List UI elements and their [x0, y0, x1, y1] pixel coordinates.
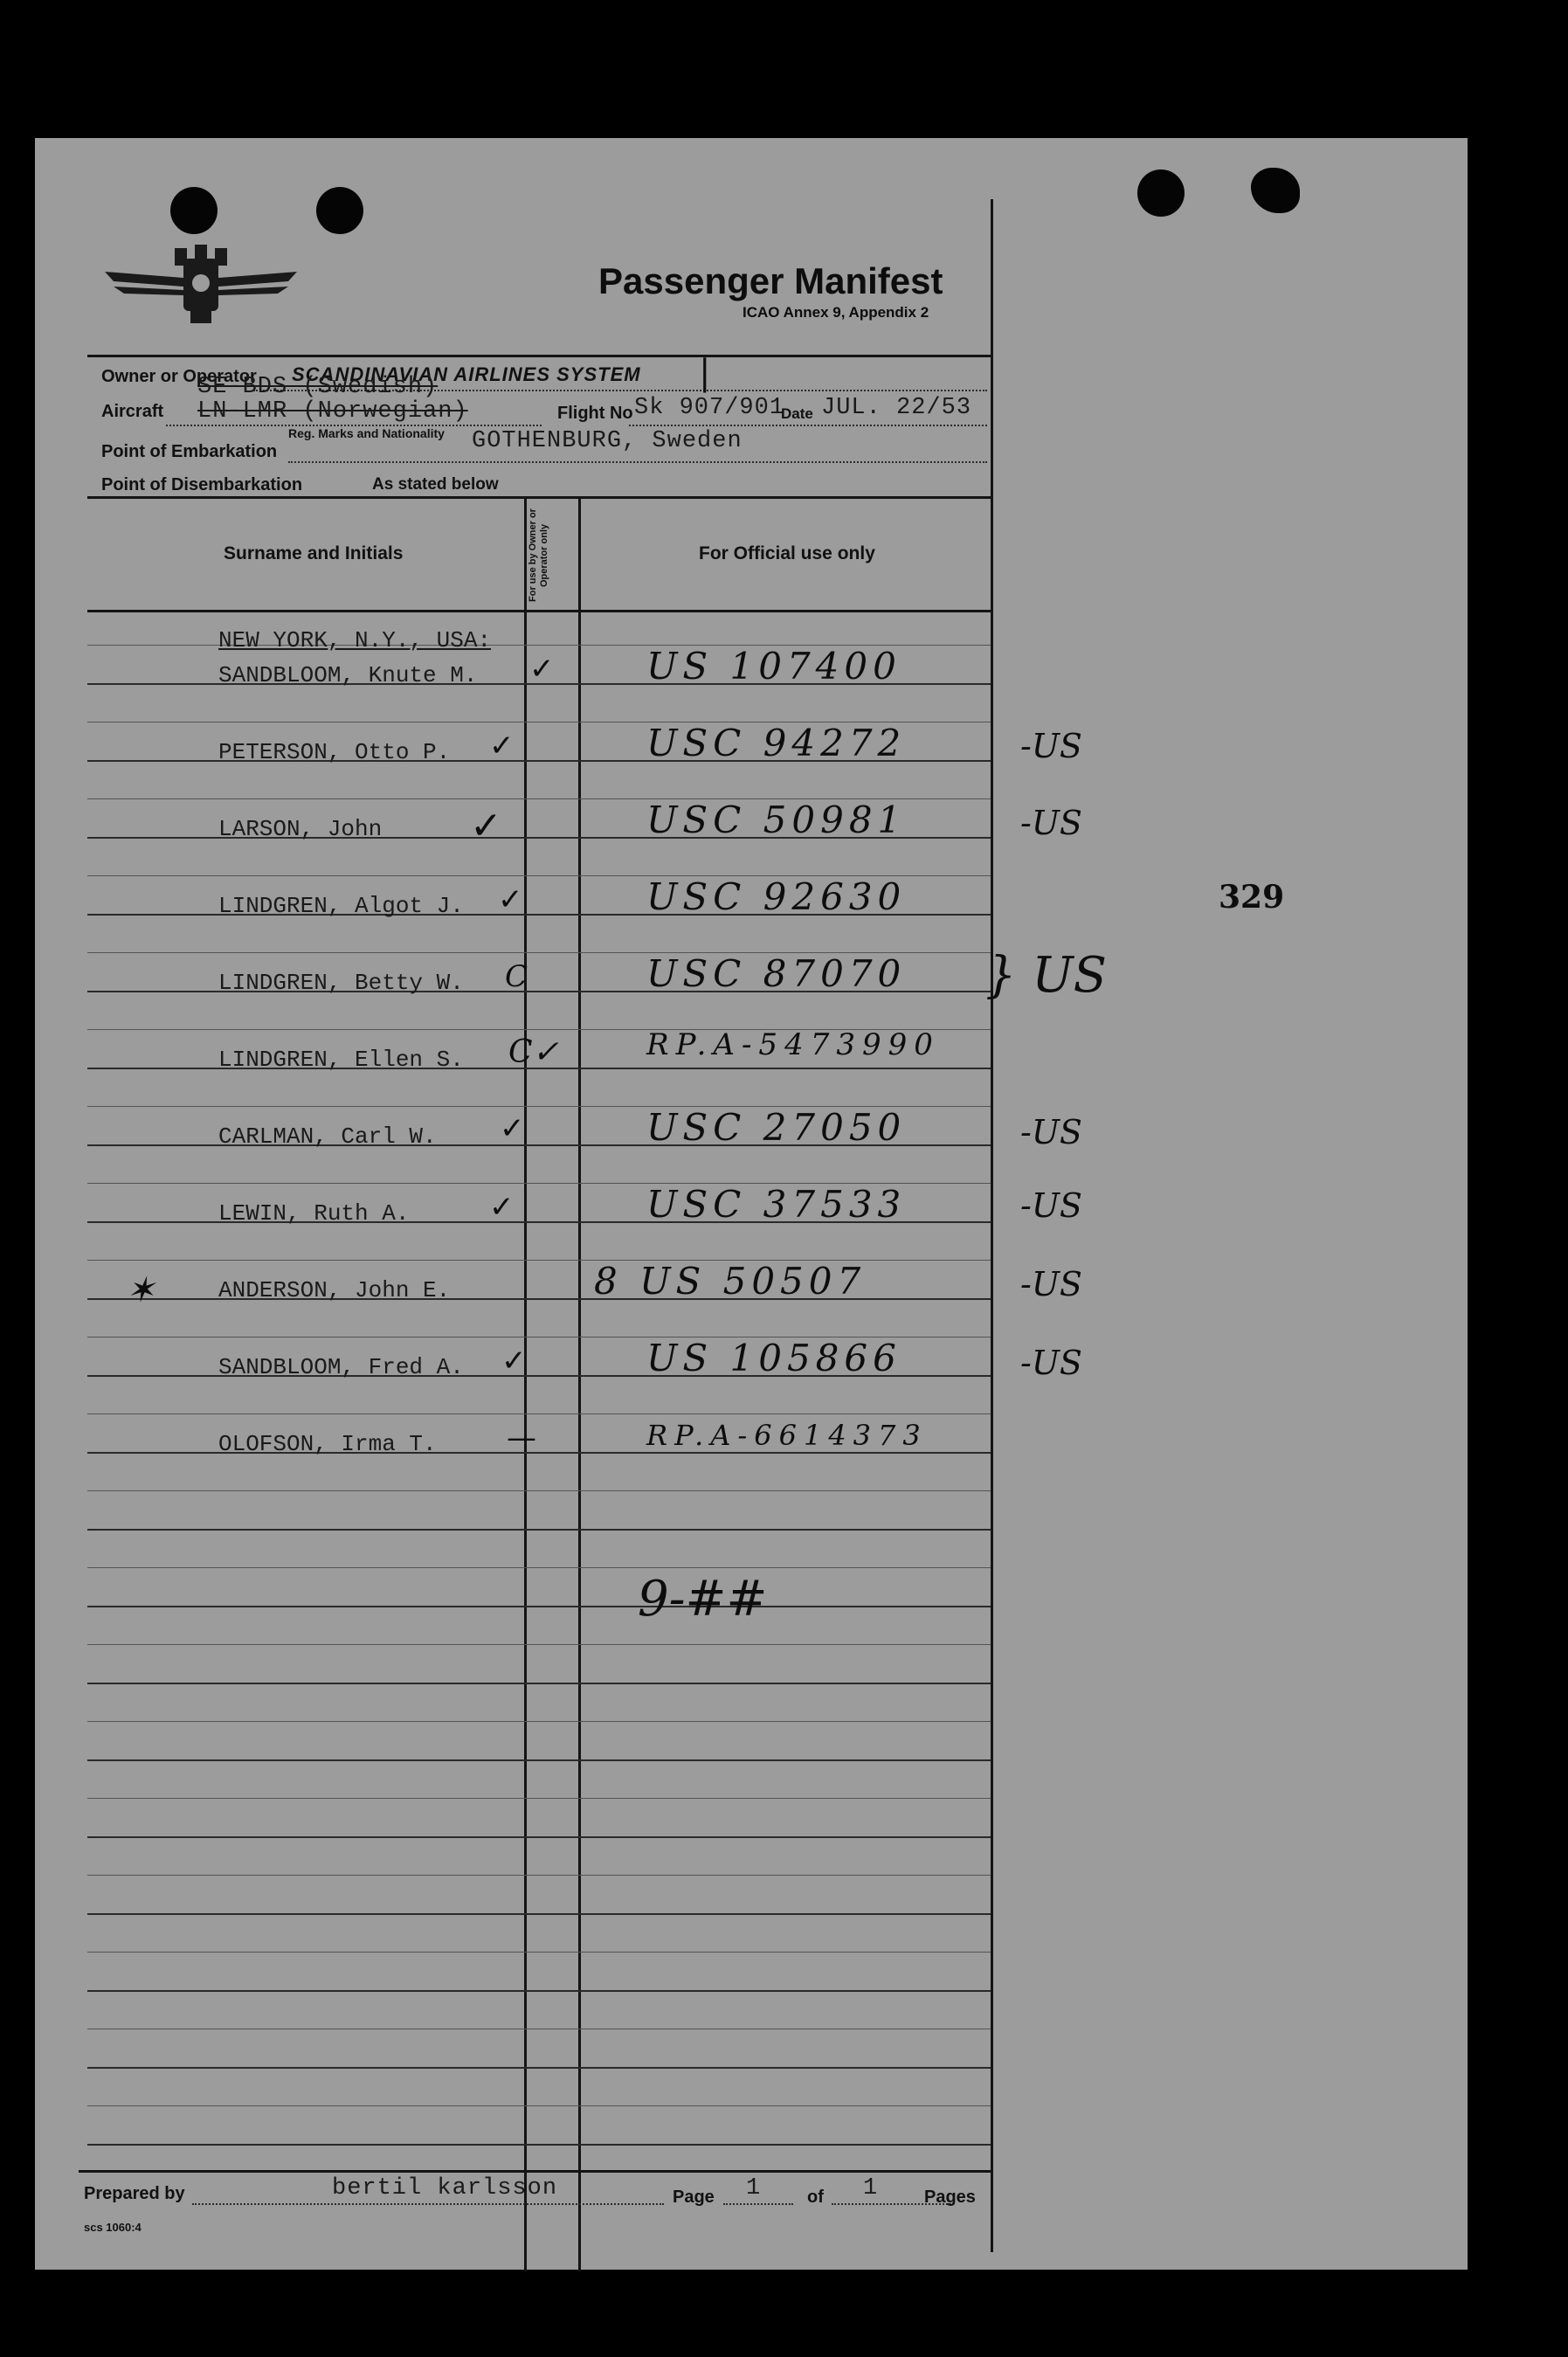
- embark-value: GOTHENBURG, Sweden: [472, 428, 743, 454]
- reg-marks-label: Reg. Marks and Nationality: [288, 426, 445, 440]
- airline-logo-icon: [105, 241, 297, 328]
- document-number: USC 87070: [646, 952, 907, 995]
- check-mark: ✓: [529, 652, 555, 687]
- ruled-line: [87, 1644, 991, 1645]
- destination-mark: } US: [985, 947, 1107, 1004]
- destination-mark: -US: [1020, 1186, 1082, 1225]
- punch-hole-1: [170, 187, 218, 234]
- destination-mark: -US: [1020, 1265, 1082, 1303]
- document-number: US 107400: [646, 645, 901, 688]
- prepared-value: bertil karlsson: [332, 2175, 558, 2201]
- passenger-name: ANDERSON, John E.: [218, 1277, 451, 1303]
- document-number: US 105866: [646, 1337, 901, 1379]
- document-number: RP.A-6614373: [646, 1419, 928, 1452]
- check-mark: ✓: [498, 882, 523, 917]
- ruled-line: [87, 1606, 991, 1607]
- document-number: USC 94272: [646, 722, 907, 764]
- check-mark: C: [505, 959, 528, 994]
- flight-line: [629, 425, 987, 426]
- ruled-line: [87, 1490, 991, 1491]
- document-number: USC 92630: [646, 875, 907, 918]
- punch-hole-3: [1137, 169, 1185, 217]
- total-note: 9-##: [638, 1571, 768, 1628]
- page-value: 1: [746, 2175, 762, 2201]
- ruled-line: [87, 1990, 991, 1992]
- embark-line: [288, 461, 987, 463]
- ruled-line: [87, 1567, 991, 1568]
- page-title: Passenger Manifest: [598, 260, 943, 301]
- destination-heading: NEW YORK, N.Y., USA:: [218, 627, 492, 653]
- document-number: 8 US 50507: [594, 1260, 867, 1303]
- disembark-label: Point of Disembarkation: [101, 475, 303, 494]
- ruled-line: [87, 1759, 991, 1761]
- passenger-name: LEWIN, Ruth A.: [218, 1200, 410, 1227]
- ruled-line: [87, 1875, 991, 1876]
- date-value: JUL. 22/53: [821, 395, 972, 421]
- manifest-sheet: [35, 138, 1468, 2270]
- ruled-line: [87, 1529, 991, 1531]
- check-mark: ✓: [489, 1190, 515, 1225]
- form-right-border: [991, 199, 993, 2252]
- document-number: RP.A-5473990: [646, 1027, 940, 1062]
- check-mark: ✓: [500, 1111, 525, 1146]
- punch-hole-2: [316, 187, 363, 234]
- passenger-name: LINDGREN, Algot J.: [218, 893, 464, 919]
- document-number: USC 27050: [646, 1106, 907, 1149]
- form-code: scs 1060:4: [84, 2221, 142, 2234]
- check-mark: —: [507, 1420, 536, 1455]
- destination-mark: -US: [1020, 804, 1082, 842]
- disembark-value: As stated below: [372, 475, 499, 494]
- document-number: USC 37533: [646, 1183, 907, 1226]
- column-divider-1: [524, 498, 527, 2271]
- table-header-rule: [87, 610, 992, 612]
- ruled-line: [87, 1913, 991, 1915]
- page-subtitle: ICAO Annex 9, Appendix 2: [743, 304, 929, 321]
- ruled-line: [87, 2067, 991, 2069]
- of-value: 1: [863, 2175, 879, 2201]
- flight-label: Flight No: [557, 404, 633, 423]
- owner-label: Owner or Operator: [101, 367, 257, 386]
- owner-mark: |: [699, 353, 711, 393]
- ruled-line: [87, 2105, 991, 2106]
- passenger-name: CARLMAN, Carl W.: [218, 1123, 437, 1150]
- footer-rule: [79, 2170, 992, 2173]
- check-mark: ✓: [470, 804, 502, 848]
- page-line: [723, 2203, 793, 2205]
- star-mark: ✶: [126, 1270, 155, 1310]
- punch-hole-torn: [1251, 168, 1300, 213]
- passenger-name: LINDGREN, Betty W.: [218, 970, 464, 996]
- pages-label: Pages: [924, 2188, 976, 2207]
- date-label: Date: [781, 405, 813, 422]
- column-header-name: Surname and Initials: [224, 543, 404, 563]
- ruled-line: [87, 1798, 991, 1799]
- ruled-line: [87, 1952, 991, 1953]
- page-label: Page: [673, 2188, 715, 2207]
- aircraft-value-norwegian: LN-LMR (Norwegian): [197, 398, 468, 425]
- document-number: USC 50981: [646, 798, 907, 841]
- passenger-name: LINDGREN, Ellen S.: [218, 1047, 464, 1073]
- check-mark: ✓: [489, 729, 515, 764]
- destination-mark: -US: [1020, 727, 1082, 765]
- destination-mark: -US: [1020, 1344, 1082, 1382]
- passenger-name: PETERSON, Otto P.: [218, 739, 451, 765]
- of-label: of: [807, 2188, 824, 2207]
- column-divider-2: [578, 498, 581, 2271]
- prepared-line: [192, 2203, 664, 2205]
- check-mark: C✓: [508, 1034, 559, 1070]
- ruled-line: [87, 1836, 991, 1838]
- prepared-label: Prepared by: [84, 2184, 185, 2203]
- ruled-line: [87, 1721, 991, 1722]
- page-number-stamp: 329: [1219, 879, 1285, 916]
- destination-mark: -US: [1020, 1113, 1082, 1151]
- column-header-operator: For use by Owner or Operator only: [528, 508, 549, 603]
- table-top-rule: [87, 496, 992, 499]
- ruled-line: [87, 2144, 991, 2146]
- column-header-official: For Official use only: [699, 543, 875, 563]
- embark-label: Point of Embarkation: [101, 442, 278, 461]
- aircraft-value-swedish: SE-BDS (Swedish): [197, 374, 439, 400]
- ruled-line: [87, 1683, 991, 1684]
- passenger-name: LARSON, John: [218, 816, 383, 842]
- flight-value: Sk 907/901: [634, 395, 785, 421]
- title-rule: [87, 355, 992, 357]
- aircraft-label: Aircraft: [101, 402, 164, 421]
- passenger-name: SANDBLOOM, Fred A.: [218, 1354, 464, 1380]
- passenger-name: OLOFSON, Irma T.: [218, 1431, 437, 1457]
- passenger-name: SANDBLOOM, Knute M.: [218, 662, 478, 688]
- owner-value: SCANDINAVIAN AIRLINES SYSTEM: [292, 363, 641, 385]
- check-mark: ✓: [501, 1344, 527, 1379]
